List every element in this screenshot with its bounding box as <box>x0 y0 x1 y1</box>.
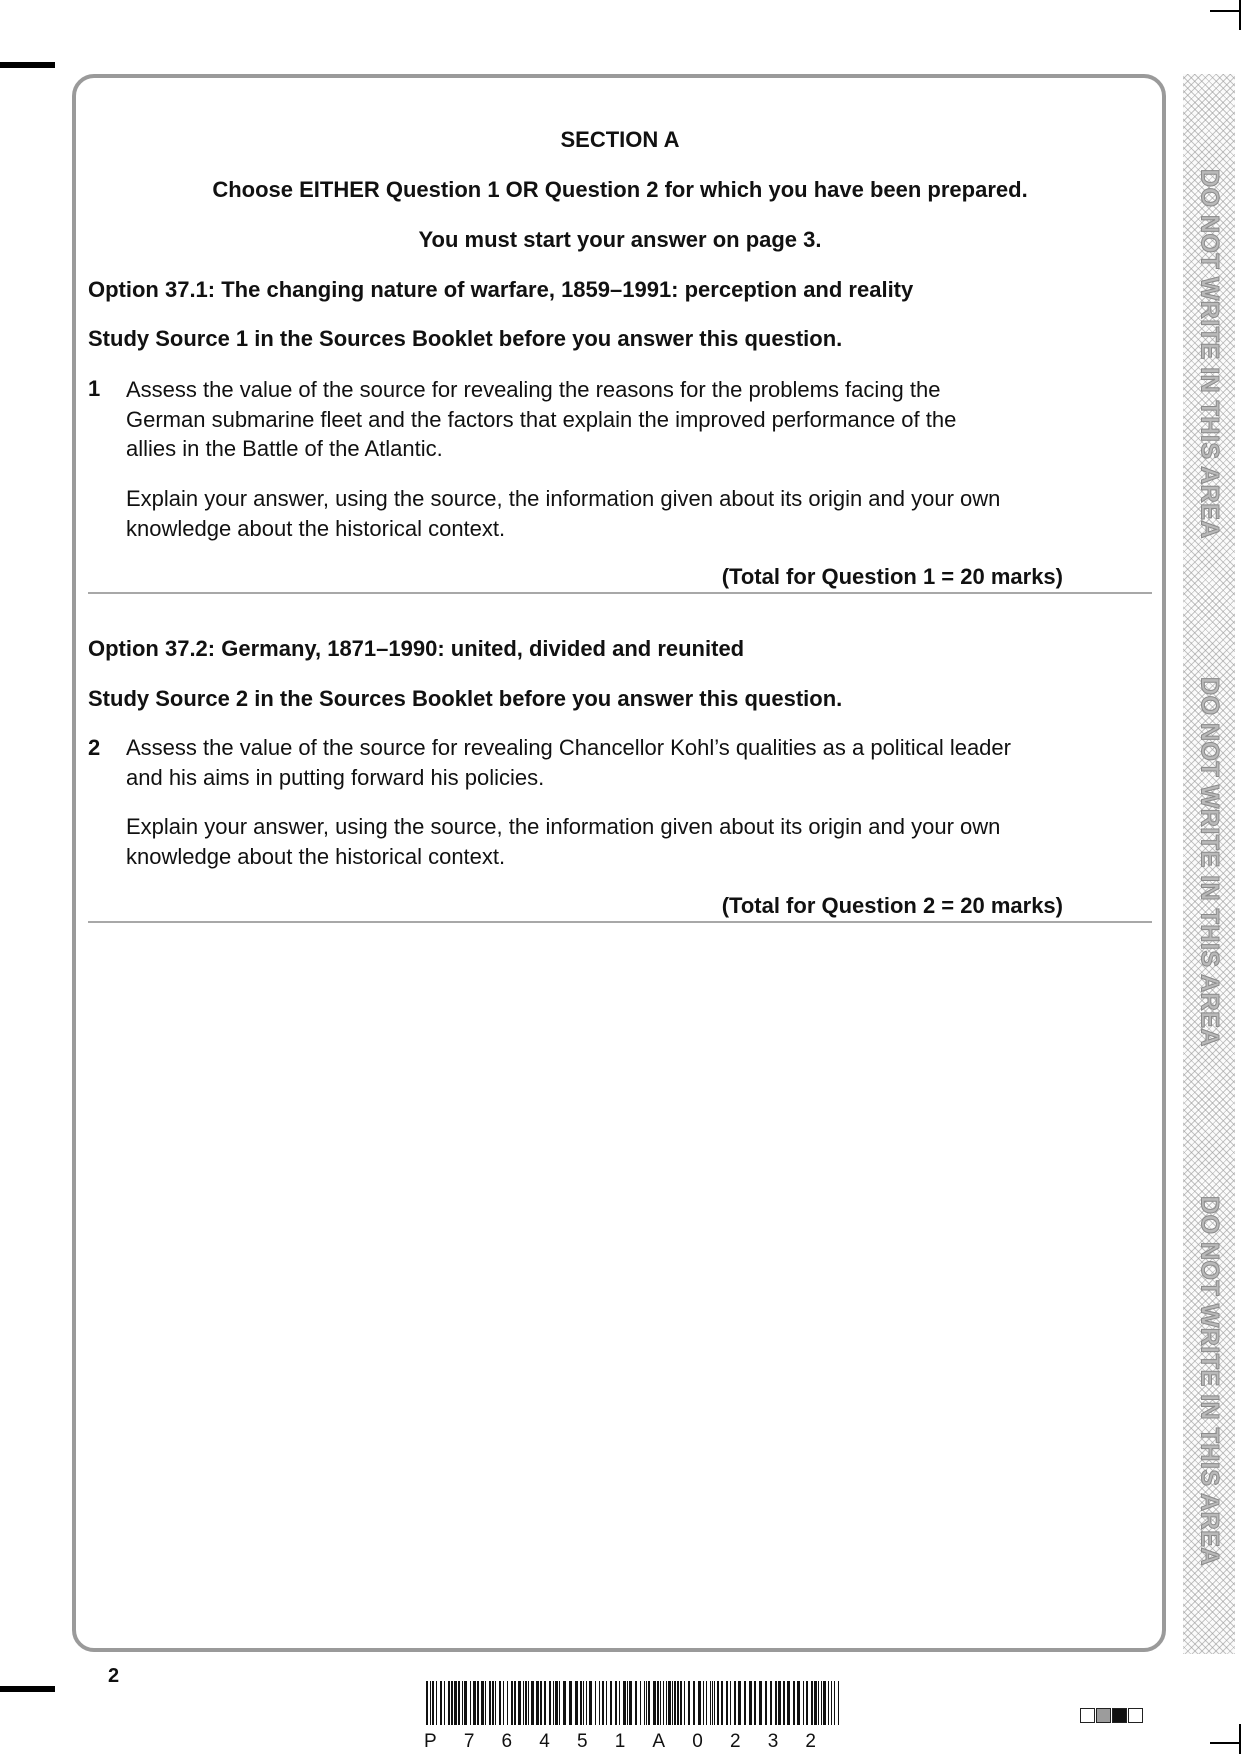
barcode-bar <box>640 1681 641 1725</box>
barcode-bar <box>674 1681 676 1725</box>
barcode-bar <box>738 1681 741 1725</box>
barcode-bar <box>684 1681 685 1725</box>
barcode-bar <box>778 1681 781 1725</box>
barcode-digit: 5 <box>576 1731 588 1752</box>
question-1-number: 1 <box>88 376 101 401</box>
margin-warning-top: DO NOT WRITE IN THIS AREA <box>1195 169 1224 539</box>
barcode-bar <box>619 1681 620 1725</box>
barcode-bar <box>677 1681 679 1725</box>
option-1-study-note: Study Source 1 in the Sources Booklet before you answer this question. <box>88 326 843 351</box>
section-heading: SECTION A <box>560 127 680 152</box>
barcode-bar <box>602 1681 604 1725</box>
barcode-bar <box>528 1681 529 1725</box>
barcode-bar <box>648 1681 650 1725</box>
indicator-square-grey <box>1096 1708 1111 1723</box>
barcode-bar <box>544 1681 546 1725</box>
question-1-divider <box>88 592 1152 594</box>
barcode-bar <box>553 1681 554 1725</box>
crop-mark-top-left <box>0 62 55 68</box>
barcode-bar <box>595 1681 596 1725</box>
barcode-digit: 4 <box>539 1731 550 1752</box>
barcode-bar <box>531 1681 534 1725</box>
barcode-bar <box>754 1681 756 1725</box>
barcode-bar <box>623 1681 626 1725</box>
question-1-total: (Total for Question 1 = 20 marks) <box>721 564 1063 589</box>
barcode-bar <box>432 1681 434 1725</box>
barcode-bar <box>485 1681 486 1725</box>
barcode-bar <box>703 1681 704 1725</box>
barcode-bar <box>644 1681 645 1725</box>
barcode-bar <box>783 1681 785 1725</box>
question-1-text: Assess the value of the source for revealing the reasons for the problems facing the German submarine fleet and the factors that explain the improved performance of the allies in the Battle of the Atlantic. <box>126 377 957 461</box>
barcode-bar <box>663 1681 664 1725</box>
instruction-start-page: You must start your answer on page 3. <box>418 227 822 252</box>
barcode-bar <box>710 1681 711 1725</box>
barcode-bar <box>635 1681 637 1725</box>
barcode-bar <box>444 1681 445 1725</box>
barcode-bar <box>653 1681 656 1725</box>
barcode-bar <box>668 1681 671 1725</box>
barcode-bar <box>430 1681 431 1725</box>
barcode-bar <box>712 1681 713 1725</box>
barcode-digit: 2 <box>729 1731 741 1752</box>
barcode-bar <box>610 1681 612 1725</box>
barcode-digit: P <box>424 1731 437 1752</box>
barcode-bar <box>549 1681 551 1725</box>
crop-mark-bottom-left <box>0 1686 55 1692</box>
barcode-digit: 2 <box>805 1731 816 1752</box>
barcode-bar <box>775 1681 777 1725</box>
barcode-bar <box>706 1681 707 1725</box>
margin-warning-middle: DO NOT WRITE IN THIS AREA <box>1195 677 1224 1047</box>
barcode-bar <box>806 1681 808 1725</box>
barcode-bar <box>765 1681 767 1725</box>
barcode-bar <box>454 1681 457 1725</box>
page-number: 2 <box>108 1665 120 1687</box>
crop-mark-top-right-h <box>1210 10 1241 12</box>
barcode-bar <box>693 1681 695 1725</box>
barcode-bar <box>666 1681 667 1725</box>
indicator-square-black <box>1112 1708 1127 1723</box>
barcode-bar <box>770 1681 772 1725</box>
barcode-bar <box>730 1681 731 1725</box>
barcode-digit: 0 <box>692 1731 703 1752</box>
barcode-bar <box>458 1681 460 1725</box>
barcode-bar <box>615 1681 617 1725</box>
page-indicator-squares <box>1080 1708 1143 1723</box>
barcode-bar <box>451 1681 453 1725</box>
barcode-bar <box>586 1681 587 1725</box>
barcode-bar <box>518 1681 521 1725</box>
barcode-bar <box>660 1681 661 1725</box>
barcode-bar <box>787 1681 790 1725</box>
barcode-bar <box>793 1681 795 1725</box>
barcode-bar <box>714 1681 715 1725</box>
barcode-bar <box>759 1681 762 1725</box>
barcode-bar <box>818 1681 819 1725</box>
barcode-bar <box>559 1681 560 1725</box>
barcode-bar <box>834 1681 835 1725</box>
barcode-bar <box>492 1681 494 1725</box>
barcode-bar <box>606 1681 607 1725</box>
option-1-title: Option 37.1: The changing nature of warfare, 1859–1991: perception and reality <box>88 277 914 302</box>
barcode-bar <box>803 1681 804 1725</box>
barcode-bar <box>481 1681 484 1725</box>
barcode-bar <box>448 1681 450 1725</box>
barcode-bar <box>821 1681 822 1725</box>
barcode-bar <box>580 1681 582 1725</box>
barcode-bar <box>525 1681 527 1725</box>
barcode-bar <box>503 1681 504 1725</box>
barcode-bar <box>749 1681 752 1725</box>
barcode-bar <box>555 1681 558 1725</box>
barcode-bar <box>563 1681 566 1725</box>
barcode-bar <box>583 1681 584 1725</box>
barcode-bar <box>811 1681 813 1725</box>
barcode-bar <box>823 1681 826 1725</box>
barcode-bar <box>489 1681 491 1725</box>
barcode-bar <box>464 1681 467 1725</box>
barcode-digit: A <box>652 1731 666 1752</box>
barcode-bar <box>436 1681 437 1725</box>
indicator-square-white <box>1128 1708 1143 1723</box>
barcode-bar <box>495 1681 496 1725</box>
barcode-bar <box>721 1681 723 1725</box>
barcode-bar <box>627 1681 628 1725</box>
question-1-explain: Explain your answer, using the source, the information given about its origin and your own knowledge about the historical context. <box>126 486 1001 541</box>
barcode-bar <box>698 1681 701 1725</box>
barcode-bar <box>569 1681 572 1725</box>
barcode-bar <box>717 1681 719 1725</box>
barcode-bar <box>646 1681 647 1725</box>
margin-warning-bottom: DO NOT WRITE IN THIS AREA <box>1195 1196 1224 1566</box>
barcode-bar <box>680 1681 682 1725</box>
barcode-bar <box>523 1681 524 1725</box>
barcode-bar <box>726 1681 728 1725</box>
barcode-bar <box>477 1681 479 1725</box>
barcode-bar <box>473 1681 476 1725</box>
barcode-digit: 7 <box>463 1731 475 1752</box>
instruction-choose: Choose EITHER Question 1 OR Question 2 for which you have been prepared. <box>212 177 1028 202</box>
option-2-title: Option 37.2: Germany, 1871–1990: united, divided and reunited <box>88 636 745 661</box>
question-2-text: Assess the value of the source for revealing Chancellor Kohl’s qualities as a political leader and his aims in putting forward his policies. <box>126 735 1011 790</box>
barcode-bar <box>828 1681 829 1725</box>
barcode-bar <box>814 1681 817 1725</box>
indicator-square-white <box>1080 1708 1095 1723</box>
barcode-bar <box>470 1681 471 1725</box>
barcode-bar <box>688 1681 690 1725</box>
barcode-bar <box>511 1681 513 1725</box>
barcode-bar <box>831 1681 832 1725</box>
barcode-bar <box>540 1681 542 1725</box>
barcode-bar <box>426 1681 428 1725</box>
barcode-bar <box>507 1681 508 1725</box>
question-2-number: 2 <box>88 735 101 760</box>
barcode-digit: 3 <box>767 1731 779 1752</box>
question-2-divider <box>88 921 1152 923</box>
crop-mark-bottom-right-h <box>1210 1742 1241 1744</box>
barcode-bar <box>589 1681 592 1725</box>
barcode-bar <box>536 1681 539 1725</box>
barcode-bar <box>599 1681 600 1725</box>
option-2-study-note: Study Source 2 in the Sources Booklet before you answer this question. <box>88 686 843 711</box>
barcode-bar <box>838 1681 839 1725</box>
barcode-bar <box>672 1681 673 1725</box>
barcode-bar <box>575 1681 578 1725</box>
barcode-bar <box>657 1681 659 1725</box>
barcode-bar <box>744 1681 746 1725</box>
barcode-bar <box>440 1681 442 1725</box>
barcode-bar <box>499 1681 501 1725</box>
barcode-digit: 1 <box>614 1731 626 1752</box>
question-2-total: (Total for Question 2 = 20 marks) <box>721 893 1063 918</box>
question-2-explain: Explain your answer, using the source, the information given about its origin and your own knowledge about the historical context. <box>126 814 1001 869</box>
barcode-bar <box>629 1681 632 1725</box>
barcode <box>424 1681 844 1725</box>
barcode-bar <box>797 1681 800 1725</box>
barcode-digits <box>424 1731 816 1753</box>
barcode-digit: 6 <box>501 1731 513 1752</box>
barcode-bar <box>734 1681 736 1725</box>
barcode-bar <box>514 1681 516 1725</box>
barcode-bar <box>462 1681 463 1725</box>
